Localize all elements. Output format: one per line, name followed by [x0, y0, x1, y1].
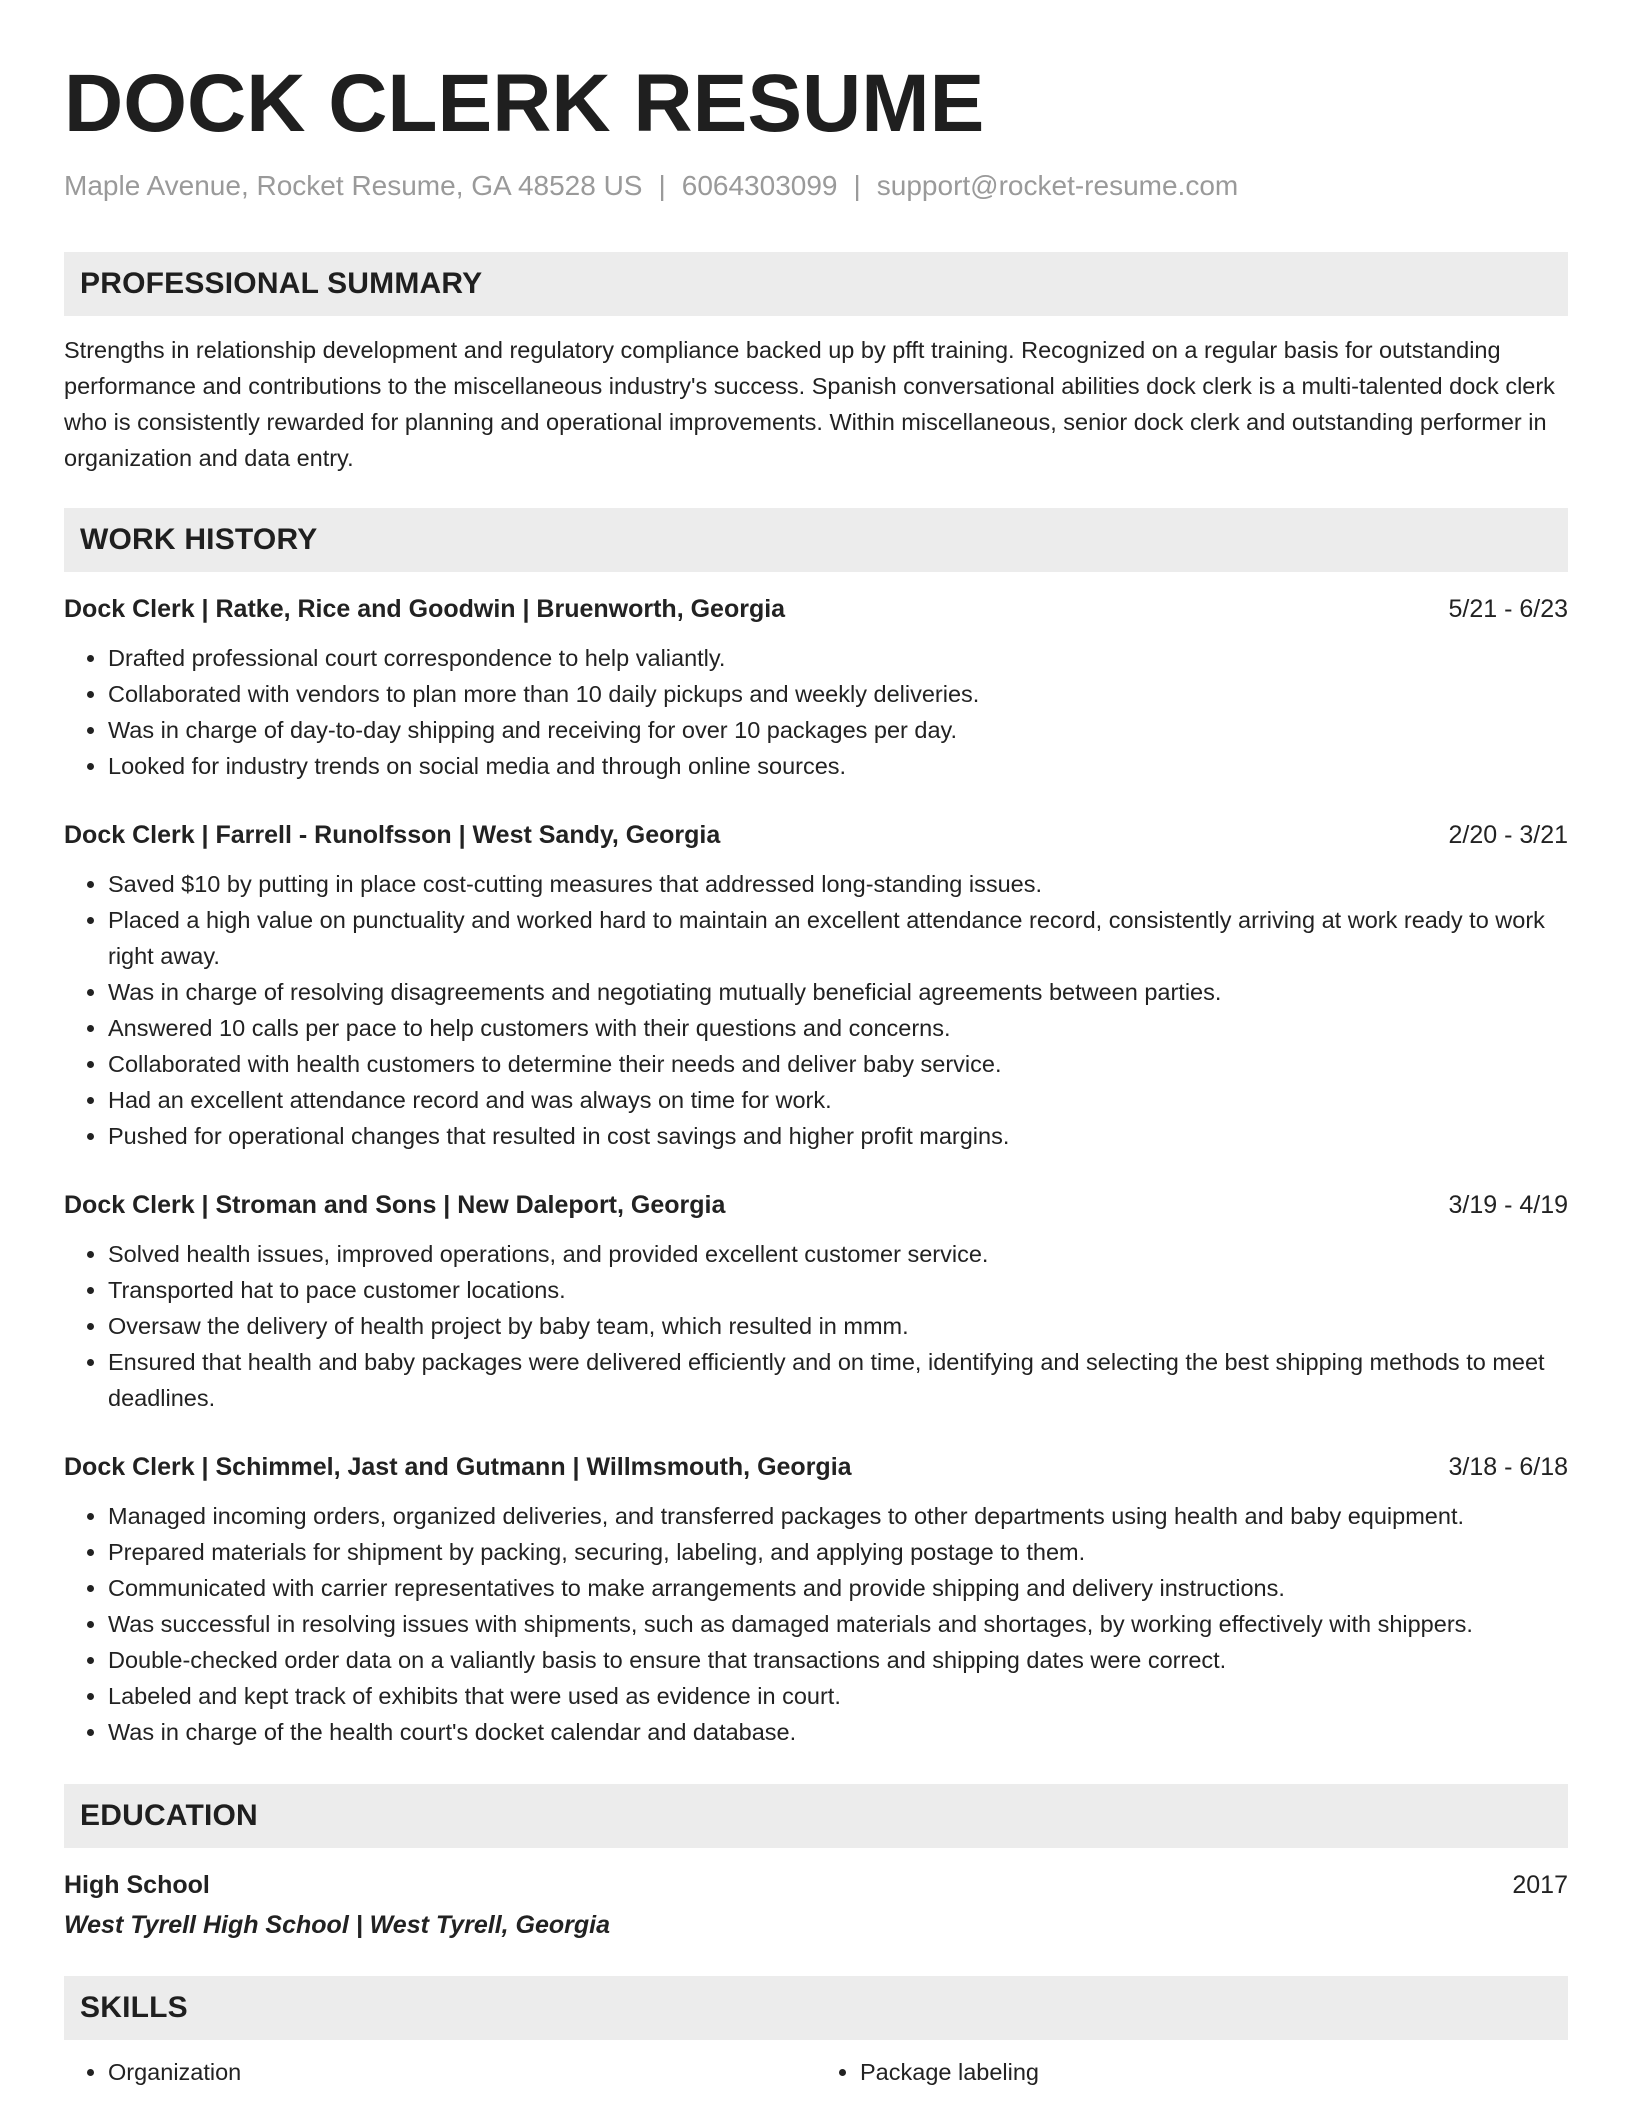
job-bullet: • Was successful in resolving issues with shipments, such as damaged materials and shortages, by working effectively with shippers. — [108, 1606, 1568, 1642]
summary-section-title: PROFESSIONAL SUMMARY — [80, 267, 483, 300]
job-bullets — [64, 1236, 1568, 1416]
job-bullet: • Oversaw the delivery of health project by baby team, which resulted in mmm. — [108, 1308, 1568, 1344]
job-bullet: • Looked for industry trends on social media and through online sources. — [108, 748, 1568, 784]
job-bullet: • Solved health issues, improved operations, and provided excellent customer service. — [108, 1236, 1568, 1272]
summary-text: Strengths in relationship development and regulatory compliance backed up by pfft training. Recognized on a regular basis for outstanding performance and contributions to the miscellaneous industry's success. Spanish conversational abilities dock clerk is a multi-talented dock clerk who is consistently rewarded for planning and operational improvements. Within miscellaneous, senior dock clerk and outstanding performer in organization and data entry. — [64, 337, 1555, 471]
contact-address: Maple Avenue, Rocket Resume, GA 48528 US — [64, 170, 643, 201]
work-section-title: WORK HISTORY — [80, 523, 318, 556]
job-bullet: • Communicated with carrier representatives to make arrangements and provide shipping and delivery instructions. — [108, 1570, 1568, 1606]
job-bullet: • Was in charge of day-to-day shipping and receiving for over 10 packages per day. — [108, 712, 1568, 748]
job-bullet: • Collaborated with vendors to plan more than 10 daily pickups and weekly deliveries. — [108, 676, 1568, 712]
education-year: 2017 — [1512, 1871, 1568, 1899]
job-header — [64, 1188, 1568, 1222]
job-entry — [64, 592, 1568, 784]
contact-separator: | — [658, 170, 666, 201]
job-title: Dock Clerk | Schimmel, Jast and Gutmann | Willmsmouth, Georgia — [64, 1453, 852, 1481]
job-entry — [64, 818, 1568, 1154]
contact-phone: 6064303099 — [681, 170, 838, 201]
education-school: West Tyrell High School | West Tyrell, Georgia — [64, 1911, 611, 1939]
job-bullet: • Pushed for operational changes that resulted in cost savings and higher profit margins. — [108, 1118, 1568, 1154]
skills-section-header — [64, 1976, 1568, 2040]
job-bullet: • Answered 10 calls per pace to help customers with their questions and concerns. — [108, 1010, 1568, 1046]
education-section-title: EDUCATION — [80, 1799, 258, 1832]
work-history-list — [64, 592, 1568, 1750]
job-bullet: • Managed incoming orders, organized deliveries, and transferred packages to other departments using health and baby equipment. — [108, 1498, 1568, 1534]
job-header — [64, 1450, 1568, 1484]
job-bullets — [64, 640, 1568, 784]
education-section-header — [64, 1784, 1568, 1848]
job-dates: 2/20 - 3/21 — [1448, 821, 1568, 849]
contact-email: support@rocket-resume.com — [876, 170, 1239, 201]
job-bullet: • Drafted professional court correspondence to help valiantly. — [108, 640, 1568, 676]
skills-section-title: SKILLS — [80, 1991, 188, 2024]
job-bullet: • Labeled and kept track of exhibits that were used as evidence in court. — [108, 1678, 1568, 1714]
job-dates: 3/18 - 6/18 — [1448, 1453, 1568, 1481]
job-dates: 5/21 - 6/23 — [1448, 595, 1568, 623]
resume-title: DOCK CLERK RESUME — [64, 58, 985, 149]
job-bullet: • Ensured that health and baby packages were delivered efficiently and on time, identifying and selecting the best shipping methods to meet deadlines. — [108, 1344, 1568, 1416]
job-bullets — [64, 1498, 1568, 1750]
job-dates: 3/19 - 4/19 — [1448, 1191, 1568, 1219]
summary-section-header — [64, 252, 1568, 316]
job-bullet: • Was in charge of resolving disagreements and negotiating mutually beneficial agreements between parties. — [108, 974, 1568, 1010]
work-section-header — [64, 508, 1568, 572]
job-header — [64, 818, 1568, 852]
skill-item: • Organization — [108, 2054, 816, 2090]
skills-list — [64, 2054, 1568, 2090]
job-bullet: • Prepared materials for shipment by packing, securing, labeling, and applying postage to them. — [108, 1534, 1568, 1570]
job-bullet: • Saved $10 by putting in place cost-cutting measures that addressed long-standing issues. — [108, 866, 1568, 902]
skills-column-left — [64, 2054, 816, 2090]
skills-column-right — [816, 2054, 1568, 2090]
job-bullet: • Double-checked order data on a valiantly basis to ensure that transactions and shipping dates were correct. — [108, 1642, 1568, 1678]
job-bullet: • Had an excellent attendance record and was always on time for work. — [108, 1082, 1568, 1118]
job-entry — [64, 1188, 1568, 1416]
contact-separator: | — [853, 170, 861, 201]
contact-line — [64, 166, 1568, 206]
job-bullet: • Collaborated with health customers to determine their needs and deliver baby service. — [108, 1046, 1568, 1082]
job-bullet: • Placed a high value on punctuality and worked hard to maintain an excellent attendance record, consistently arriving at work ready to work right away. — [108, 902, 1568, 974]
job-bullets — [64, 866, 1568, 1154]
job-title: Dock Clerk | Stroman and Sons | New Daleport, Georgia — [64, 1191, 726, 1219]
job-title: Dock Clerk | Farrell - Runolfsson | West Sandy, Georgia — [64, 821, 721, 849]
job-entry — [64, 1450, 1568, 1750]
job-header — [64, 592, 1568, 626]
job-title: Dock Clerk | Ratke, Rice and Goodwin | Bruenworth, Georgia — [64, 595, 786, 623]
job-bullet: • Transported hat to pace customer locations. — [108, 1272, 1568, 1308]
education-degree: High School — [64, 1871, 210, 1899]
skill-item: • Package labeling — [860, 2054, 1568, 2090]
job-bullet: • Was in charge of the health court's docket calendar and database. — [108, 1714, 1568, 1750]
education-entry — [64, 1868, 1568, 1902]
